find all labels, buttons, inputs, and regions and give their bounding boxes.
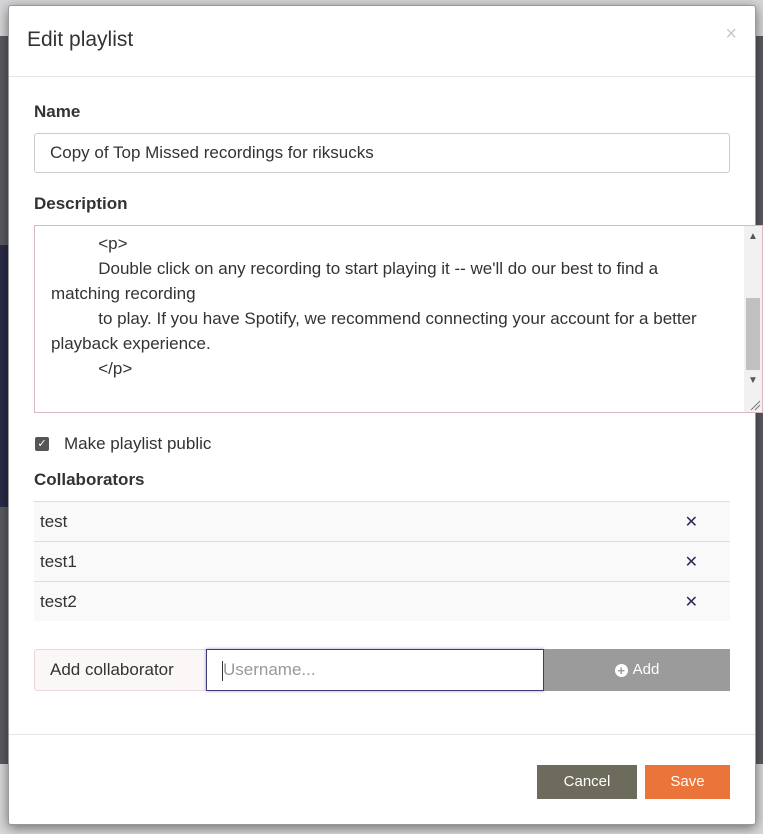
save-button[interactable]: Save xyxy=(645,765,730,799)
collaborator-name: test xyxy=(40,512,68,531)
modal-footer xyxy=(9,734,755,825)
add-collaborator-group xyxy=(34,649,730,691)
table-row xyxy=(34,541,730,581)
collaborator-name: test2 xyxy=(40,592,77,611)
table-row xyxy=(34,501,730,541)
table-row xyxy=(34,581,730,621)
description-textarea[interactable] xyxy=(34,225,763,413)
name-input[interactable]: Copy of Top Missed recordings for riksucks xyxy=(34,133,730,173)
remove-icon[interactable]: ✕ xyxy=(684,514,698,531)
plus-circle-icon: + xyxy=(615,664,628,677)
close-icon[interactable]: × xyxy=(725,23,737,45)
modal-title: Edit playlist xyxy=(27,28,134,51)
scroll-down-arrow-icon[interactable]: ▼ xyxy=(748,375,758,386)
resize-grip-icon[interactable] xyxy=(747,397,761,411)
collaborators-table xyxy=(34,501,730,621)
add-collaborator-label: Add collaborator xyxy=(34,649,206,691)
description-text: <p> Double click on any recording to start playing it -- we'll do our best to find a matching recording to play. If you have Spotify, we recommend connecting your account for a better playback experience. </p> xyxy=(51,234,697,378)
modal-header xyxy=(9,6,755,77)
remove-icon[interactable]: ✕ xyxy=(684,594,698,611)
username-input[interactable] xyxy=(206,649,544,691)
edit-playlist-modal xyxy=(8,5,756,825)
public-checkbox[interactable]: ✓ xyxy=(35,437,49,451)
add-button-label: Add xyxy=(632,661,660,678)
add-collaborator-button[interactable] xyxy=(544,649,730,691)
collaborators-label: Collaborators xyxy=(34,470,145,489)
scroll-up-arrow-icon[interactable]: ▲ xyxy=(748,231,758,242)
scroll-thumb[interactable] xyxy=(746,298,760,370)
cancel-button[interactable]: Cancel xyxy=(537,765,637,799)
public-checkbox-label: Make playlist public xyxy=(64,434,212,453)
description-label: Description xyxy=(34,194,128,213)
description-scrollbar[interactable] xyxy=(744,226,762,412)
username-placeholder: Username... xyxy=(223,660,316,679)
remove-icon[interactable]: ✕ xyxy=(684,554,698,571)
name-label: Name xyxy=(34,102,81,121)
collaborator-name: test1 xyxy=(40,552,77,571)
